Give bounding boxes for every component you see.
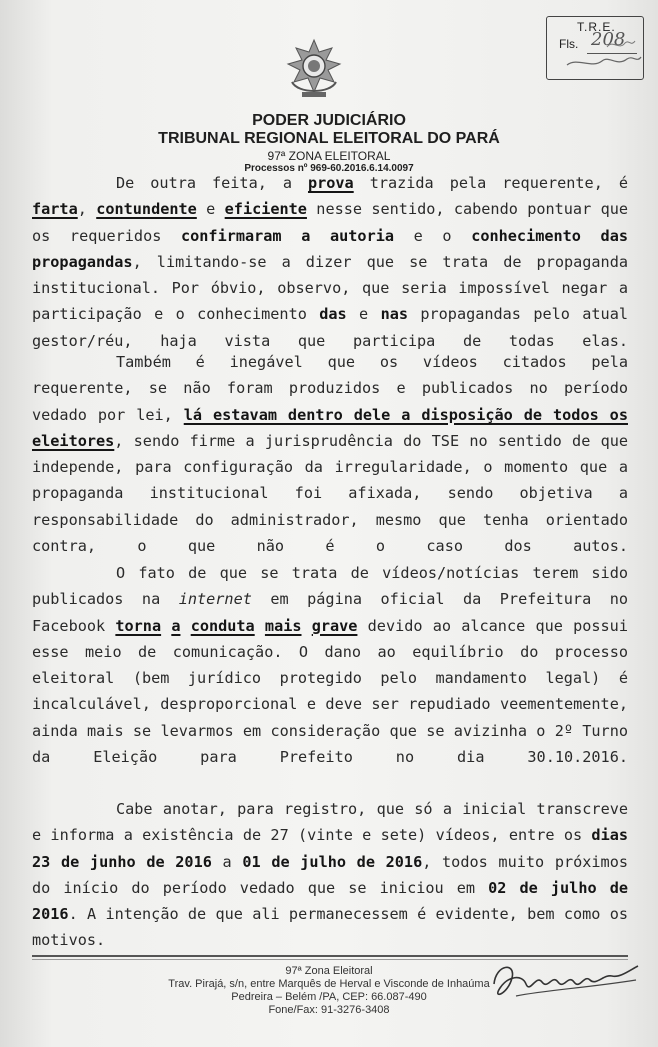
emphasis: eficiente: [224, 200, 307, 219]
stamp-label: T.R.E.: [577, 20, 616, 34]
text: [255, 617, 265, 635]
emphasis: conhecimento das propagandas: [32, 226, 628, 271]
text: [161, 617, 171, 635]
text: O fato de que se trata de vídeos/notícias terem sido publicados na: [32, 564, 628, 609]
text: a: [211, 852, 243, 871]
footer-zone: 97ª Zona Eleitoral: [285, 965, 373, 977]
text: devido ao alcance que possui esse meio de comunicação. O dano ao equilíbrio do processo eleitoral (bem jurídico protegido pelo mandamento legal) é incalculável, desproporcional e deve ser repudiado veementemente, ainda mais se levarmos em consideração que se avizinha o 2º Turno da Eleição para Prefeito no dia 30.10.2016.: [32, 616, 628, 767]
page-stamp: [546, 16, 644, 80]
text: , sendo firme a jurisprudência do TSE no sentido de que independe, para configuração da irregularidade, o momento que a propaganda institucional foi afixada, sendo objetiva a responsabilidade do administrador, mesmo que tenha orientado contra, o que não é o caso dos autos.: [32, 431, 628, 556]
emphasis: nas: [380, 305, 408, 324]
emphasis: conduta: [190, 616, 255, 635]
text: Também é inegável que os vídeos citados pela requerente, se não foram produzidos e publicados no período vedado por lei,: [32, 353, 628, 424]
text: trazida pela requerente, é: [353, 174, 628, 192]
text: propagandas pelo atual gestor/réu, haja vista que participa de todas elas.: [32, 305, 628, 350]
text: , todos muito próximos do início do período vedado que se iniciou em: [32, 852, 628, 897]
text: De outra feita, a: [116, 174, 308, 192]
footer-phone: Fone/Fax: 91-3276-3408: [268, 1004, 390, 1016]
paragraph-4: [32, 796, 628, 954]
header-court: PODER JUDICIÁRIO: [252, 112, 406, 129]
emphasis: grave: [311, 616, 358, 635]
header-tribunal: TRIBUNAL REGIONAL ELEITORAL DO PARÁ: [158, 130, 500, 147]
text: . A intenção de que ali permanecessem é evidente, bem como os motivos.: [32, 905, 628, 950]
emphasis: farta: [32, 200, 78, 219]
signature-icon: [486, 944, 646, 1014]
paragraph-3: [32, 560, 628, 770]
text: nesse sentido, cabendo pontuar que os requeridos: [32, 200, 628, 245]
text: ,: [77, 200, 97, 219]
stamp-initials-icon: [547, 17, 643, 79]
emphasis: torna: [115, 616, 162, 635]
paragraph-2: [32, 349, 628, 559]
stamp-page-number: 208: [591, 29, 626, 50]
emphasis: confirmaram a autoria: [181, 226, 394, 245]
emphasis: a: [171, 616, 181, 635]
text: e: [346, 305, 381, 324]
brazil-coat-of-arms-icon: [284, 38, 344, 100]
emphasis: contundente: [96, 200, 197, 219]
text: em página oficial da Prefeitura no Facebook: [32, 590, 629, 635]
text: e: [196, 200, 225, 219]
emphasis: mais: [264, 616, 302, 635]
footer-city: Pedreira – Belém /PA, CEP: 66.087-490: [231, 991, 427, 1003]
footer-address: Trav. Pirajá, s/n, entre Marquês de Herval e Visconde de Inhaúma: [168, 978, 490, 990]
emphasis: 02 de julho de 2016: [32, 878, 628, 924]
text: Cabe anotar, para registro, que só a inicial transcreve e informa a existência de 27 (vinte e sete) vídeos, entre os: [32, 800, 628, 845]
text: , limitando-se a dizer que se trata de propaganda institucional. Por óbvio, observo, que seria impossível negar a participação e o conhecimento: [32, 252, 628, 324]
emphasis: lá estavam dentro dele a disposição de todos os eleitores: [32, 405, 628, 450]
header-zone: 97ª ZONA ELEITORAL: [267, 149, 391, 163]
text: e o: [394, 226, 472, 245]
italic-term: internet: [178, 590, 252, 609]
emphasis: dias 23 de junho de 2016: [32, 826, 628, 871]
text: [180, 617, 190, 635]
stamp-fls-label: Fls.: [559, 37, 579, 51]
text: [302, 617, 312, 635]
paragraph-1: [32, 170, 628, 354]
header-process-number: Processos nº 969-60.2016.6.14.0097: [244, 163, 414, 174]
emphasis: 01 de julho de 2016: [242, 852, 423, 871]
emphasis: das: [319, 305, 347, 324]
emphasis: prova: [307, 174, 354, 192]
